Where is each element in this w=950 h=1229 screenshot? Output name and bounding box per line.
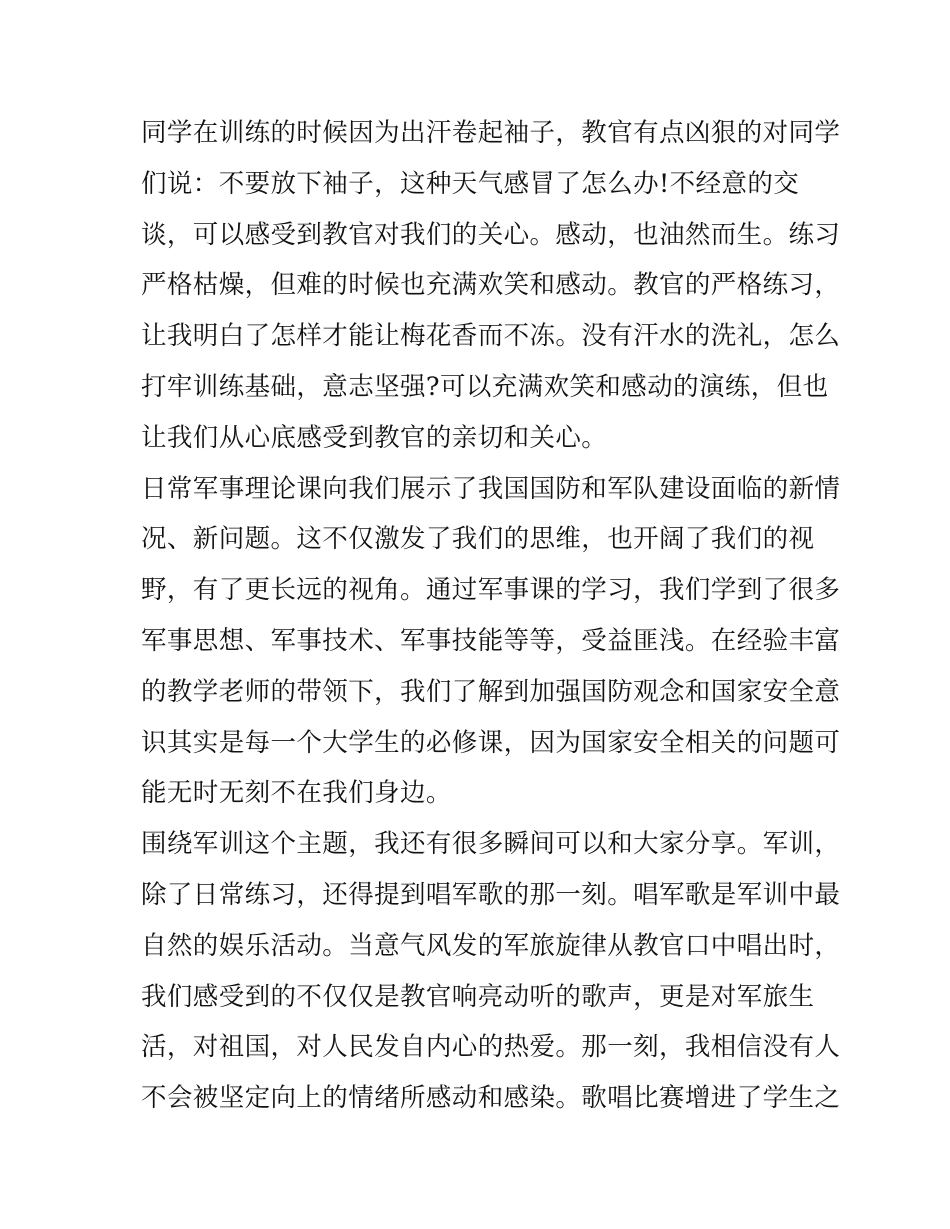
body-text xyxy=(141,108,841,1124)
text-line: 打牢训练基础，意志坚强?可以充满欢笑和感动的演练，但也 xyxy=(141,371,829,402)
text-line: 日常军事理论课向我们展示了我国国防和军队建设面临的新情 xyxy=(141,473,841,504)
text-line: 的教学老师的带领下，我们了解到加强国防观念和国家安全意 xyxy=(141,676,841,707)
text-line: 活，对祖国，对人民发自内心的热爱。那一刻，我相信没有人 xyxy=(141,1032,841,1063)
text-line: 识其实是每一个大学生的必修课，因为国家安全相关的问题可 xyxy=(141,727,841,758)
text-line: 让我们从心底感受到教官的亲切和关心。 xyxy=(141,422,608,453)
text-line: 自然的娱乐活动。当意气风发的军旅旋律从教官口中唱出时， xyxy=(141,930,841,961)
text-line: 除了日常练习，还得提到唱军歌的那一刻。唱军歌是军训中最 xyxy=(141,879,841,910)
text-line: 我们感受到的不仅仅是教官响亮动听的歌声，更是对军旅生 xyxy=(141,981,815,1012)
text-line: 让我明白了怎样才能让梅花香而不冻。没有汗水的洗礼，怎么 xyxy=(141,321,841,352)
text-line: 不会被坚定向上的情绪所感动和感染。歌唱比赛增进了学生之 xyxy=(141,1083,841,1114)
text-line: 严格枯燥，但难的时候也充满欢笑和感动。教官的严格练习， xyxy=(141,270,841,301)
text-line: 谈，可以感受到教官对我们的关心。感动，也油然而生。练习 xyxy=(141,219,841,250)
text-line: 军事思想、军事技术、军事技能等等，受益匪浅。在经验丰富 xyxy=(141,625,841,656)
text-line: 能无时无刻不在我们身边。 xyxy=(141,778,452,809)
text-line: 况、新问题。这不仅激发了我们的思维，也开阔了我们的视 xyxy=(141,524,815,555)
text-line: 野，有了更长远的视角。通过军事课的学习，我们学到了很多 xyxy=(141,575,841,606)
text-line: 围绕军训这个主题，我还有很多瞬间可以和大家分享。军训， xyxy=(141,829,841,860)
text-line: 们说：不要放下袖子，这种天气感冒了怎么办!不经意的交 xyxy=(141,168,800,199)
text-line: 同学在训练的时候因为出汗卷起袖子，教官有点凶狠的对同学 xyxy=(141,118,841,148)
